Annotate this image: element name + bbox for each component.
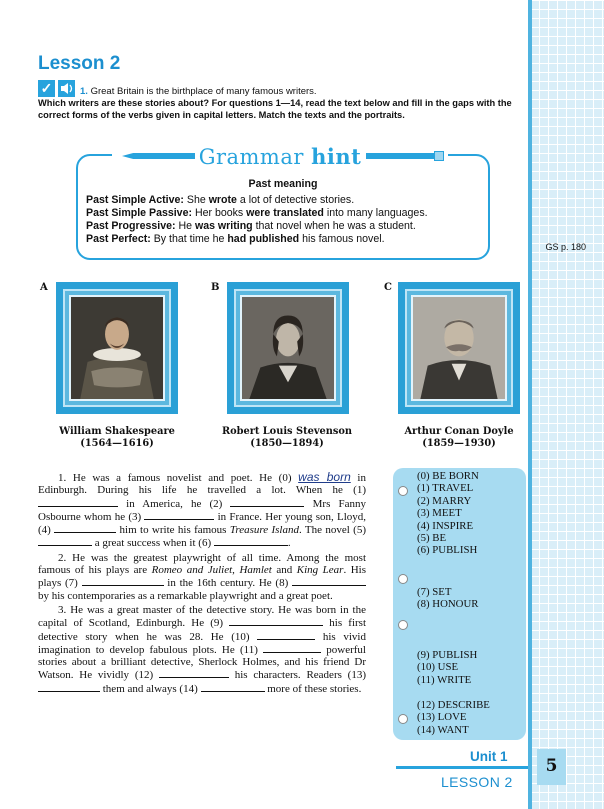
gap-13[interactable] [38,682,100,692]
verb-item: (12) DESCRIBE [417,699,490,711]
verb-item: (11) WRITE [417,673,472,686]
grammar-hint-line: Past Perfect: By that time he had published his famous novel. [86,232,385,245]
verb-group-4 [417,699,490,736]
portrait-stevenson [227,282,349,414]
gap-5[interactable] [38,536,92,546]
portrait-shakespeare [56,282,178,414]
gap-9[interactable] [229,616,323,626]
lesson-title: Lesson 2 [38,53,121,74]
gap-12[interactable] [159,668,229,678]
writer-years: (1859—1930) [422,438,496,449]
writer-years: (1850—1894) [250,438,324,449]
grammar-hint-line: Past Simple Passive: Her books were translated into many languages. [86,206,428,219]
writer-name: Arthur Conan Doyle [404,426,514,437]
answer-0: was born [298,470,351,484]
lesson-footer-label: LESSON 2 [441,774,513,790]
gap-3[interactable] [144,510,214,520]
portrait-caption-a [42,426,192,450]
verb-item: (13) LOVE [417,711,467,724]
verb-item: (9) PUBLISH [417,649,478,661]
unit-label: Unit 1 [470,749,508,764]
writer-name: Robert Louis Stevenson [221,426,353,437]
story-3: 3. He was a great master of the detective story. He was born in the capital of Scotland, Edinburgh. He (9) his first detective story when he was 28. He (10) his vivid imagination to develop fabulous plots. He (11) powerful stories about a brilliant detective, Sherlock Holmes, and his friend Dr Watson. He vividly (12) his characters. Readers (13) them and always (14) more of these stories. [38,603,366,695]
grammar-hint-header [112,142,448,170]
verb-item: (4) INSPIRE [417,519,474,532]
verb-item: (1) TRAVEL [417,482,474,495]
grammar-reference: GS p. 180 [545,242,586,252]
gap-7[interactable] [82,576,164,586]
grammar-hint-title-part1: Grammar [198,144,304,169]
audio-icon[interactable] [58,80,75,97]
grammar-hint-line: Past Progressive: He was writing that novel when he was a student. [86,219,416,232]
gap-14[interactable] [201,682,265,692]
binder-ring-icon [398,714,408,724]
story-1: 1. He was a famous novelist and poet. He (0) was born in Edinburgh. During his life he travelled a lot. When he (1) in America, he (2) Mrs Fanny Osbourne whom he (3) in France. Her young son, Lloyd, (4) him to write his famous Treasure Island. The novel (5) a great success when it (6) . [38,470,366,550]
verbs-panel [393,468,526,740]
story-2: 2. He was the greatest playwright of all time. Among the most famous of his plays are Romeo and Juliet, Hamlet and King Lear. His plays (7) in the 16th century. He (8) by his contemporaries as a remarkable playwright and a great poet. [38,551,367,602]
stories-text [38,471,366,697]
gap-4[interactable] [54,523,116,533]
verb-item: (8) HONOUR [417,598,479,611]
verb-item: (6) PUBLISH [417,544,478,557]
verb-group-3 [417,649,477,686]
gap-1[interactable] [38,497,118,507]
portrait-caption-c [384,426,534,450]
verb-item: (7) SET [417,586,452,598]
task-intro-text: Great Britain is the birthplace of many famous writers. [90,86,317,97]
portrait-caption-b [212,426,362,450]
pencil-cap-icon [434,151,444,161]
verb-group-2 [417,586,478,611]
grammar-hint-line: Past Simple Active: She wrote a lot of detective stories. [86,193,355,206]
verb-item: (5) BE [417,532,447,545]
gap-11[interactable] [263,643,321,653]
gap-2[interactable] [230,497,304,507]
checkmark-icon: ✓ [38,80,55,97]
grammar-hint-title-part2: hint [311,143,362,169]
portrait-letter-b: B [211,282,220,293]
task-instructions: Which writers are these stories about? For questions 1—14, read the text below and fill in the gaps with the correct forms of the verbs given in capital letters. Match the texts and the portraits. [38,98,512,120]
grammar-hint-title [195,144,366,169]
task-icons [38,80,75,97]
decorative-grid-strip [528,0,604,809]
gap-10[interactable] [257,630,315,640]
writer-years: (1564—1616) [80,438,154,449]
portrait-letter-a: A [40,282,48,293]
writer-name: William Shakespeare [59,426,175,437]
page-number: 5 [537,749,566,785]
verb-item: (0) BE BORN [417,470,479,482]
task-number: 1. [80,86,88,97]
verb-item: (2) MARRY [417,494,472,507]
grammar-hint-content [86,178,480,246]
verb-item: (14) WANT [417,723,469,736]
gap-6[interactable] [214,536,288,546]
gap-8[interactable] [292,576,366,586]
task-intro [80,86,317,97]
footer-divider [396,766,528,769]
verb-group-1 [417,470,479,557]
pencil-body-icon [366,153,436,159]
binder-ring-icon [398,574,408,584]
verb-item: (10) USE [417,661,459,674]
grammar-hint-heading: Past meaning [248,178,318,190]
binder-ring-icon [398,620,408,630]
pencil-icon [122,153,202,159]
portrait-conan-doyle [398,282,520,414]
binder-ring-icon [398,486,408,496]
verb-item: (3) MEET [417,507,462,520]
portrait-letter-c: C [384,282,392,293]
